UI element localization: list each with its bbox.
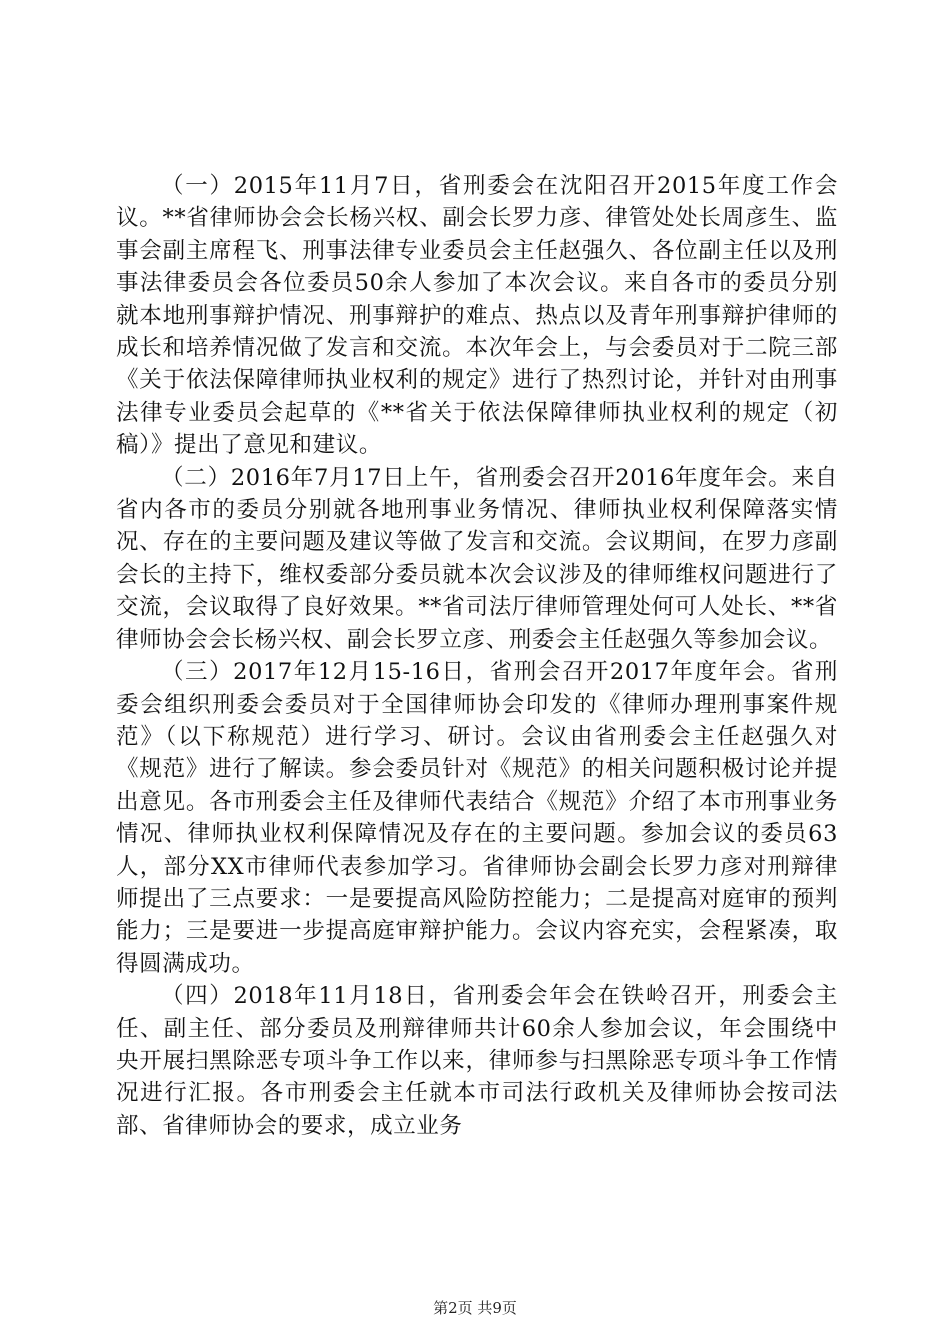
paragraph-1: （一）2015年11月7日，省刑委会在沈阳召开2015年度工作会议。**省律师协会会长杨兴权、副会长罗力彦、律管处处长周彦生、监事会副主席程飞、刑事法律专业委员会主任赵强久、各位副主任以及刑事法律委员会各位委员50余人参加了本次会议。来自各市的委员分别就本地刑事辩护情况、刑事辩护的难点、热点以及青年刑事辩护律师的成长和培养情况做了发言和交流。本次年会上，与会委员对于二院三部《关于依法保障律师执业权利的规定》进行了热烈讨论，并针对由刑事法律专业委员会起草的《**省关于依法保障律师执业权利的规定（初稿）》提出了意见和建议。 xyxy=(116,173,838,459)
paragraph-2: （二）2016年7月17日上午，省刑委会召开2016年度年会。来自省内各市的委员分别就各地刑事业务情况、律师执业权利保障落实情况、存在的主要问题及建议等做了发言和交流。会议期间，在罗力彦副会长的主持下，维权委部分委员就本次会议涉及的律师维权问题进行了交流，会议取得了良好效果。**省司法厅律师管理处何可人处长、**省律师协会会长杨兴权、副会长罗立彦、刑委会主任赵强久等参加会议。 xyxy=(116,464,838,653)
document-body xyxy=(116,170,838,1142)
paragraph-3: （三）2017年12月15-16日，省刑会召开2017年度年会。省刑委会组织刑委会委员对于全国律师协会印发的《律师办理刑事案件规范》（以下称规范）进行学习、研讨。会议由省刑委会主任赵强久对《规范》进行了解读。参会委员针对《规范》的相关问题积极讨论并提出意见。各市刑委会主任及律师代表结合《规范》介绍了本市刑事业务情况、律师执业权利保障情况及存在的主要问题。参加会议的委员63人，部分XX市律师代表参加学习。省律师协会副会长罗力彦对刑辩律师提出了三点要求：一是要提高风险防控能力；二是提高对庭审的预判能力；三是要进一步提高庭审辩护能力。会议内容充实，会程紧凑，取得圆满成功。 xyxy=(116,659,838,977)
page-footer: 第2页 共9页 xyxy=(433,1299,517,1317)
paragraph-4: （四）2018年11月18日，省刑委会年会在铁岭召开，刑委会主任、副主任、部分委员及刑辩律师共计60余人参加会议，年会围绕中央开展扫黑除恶专项斗争工作以来，律师参与扫黑除恶专项斗争工作情况进行汇报。各市刑委会主任就本市司法行政机关及律师协会按司法部、省律师协会的要求，成立业务 xyxy=(116,983,838,1139)
